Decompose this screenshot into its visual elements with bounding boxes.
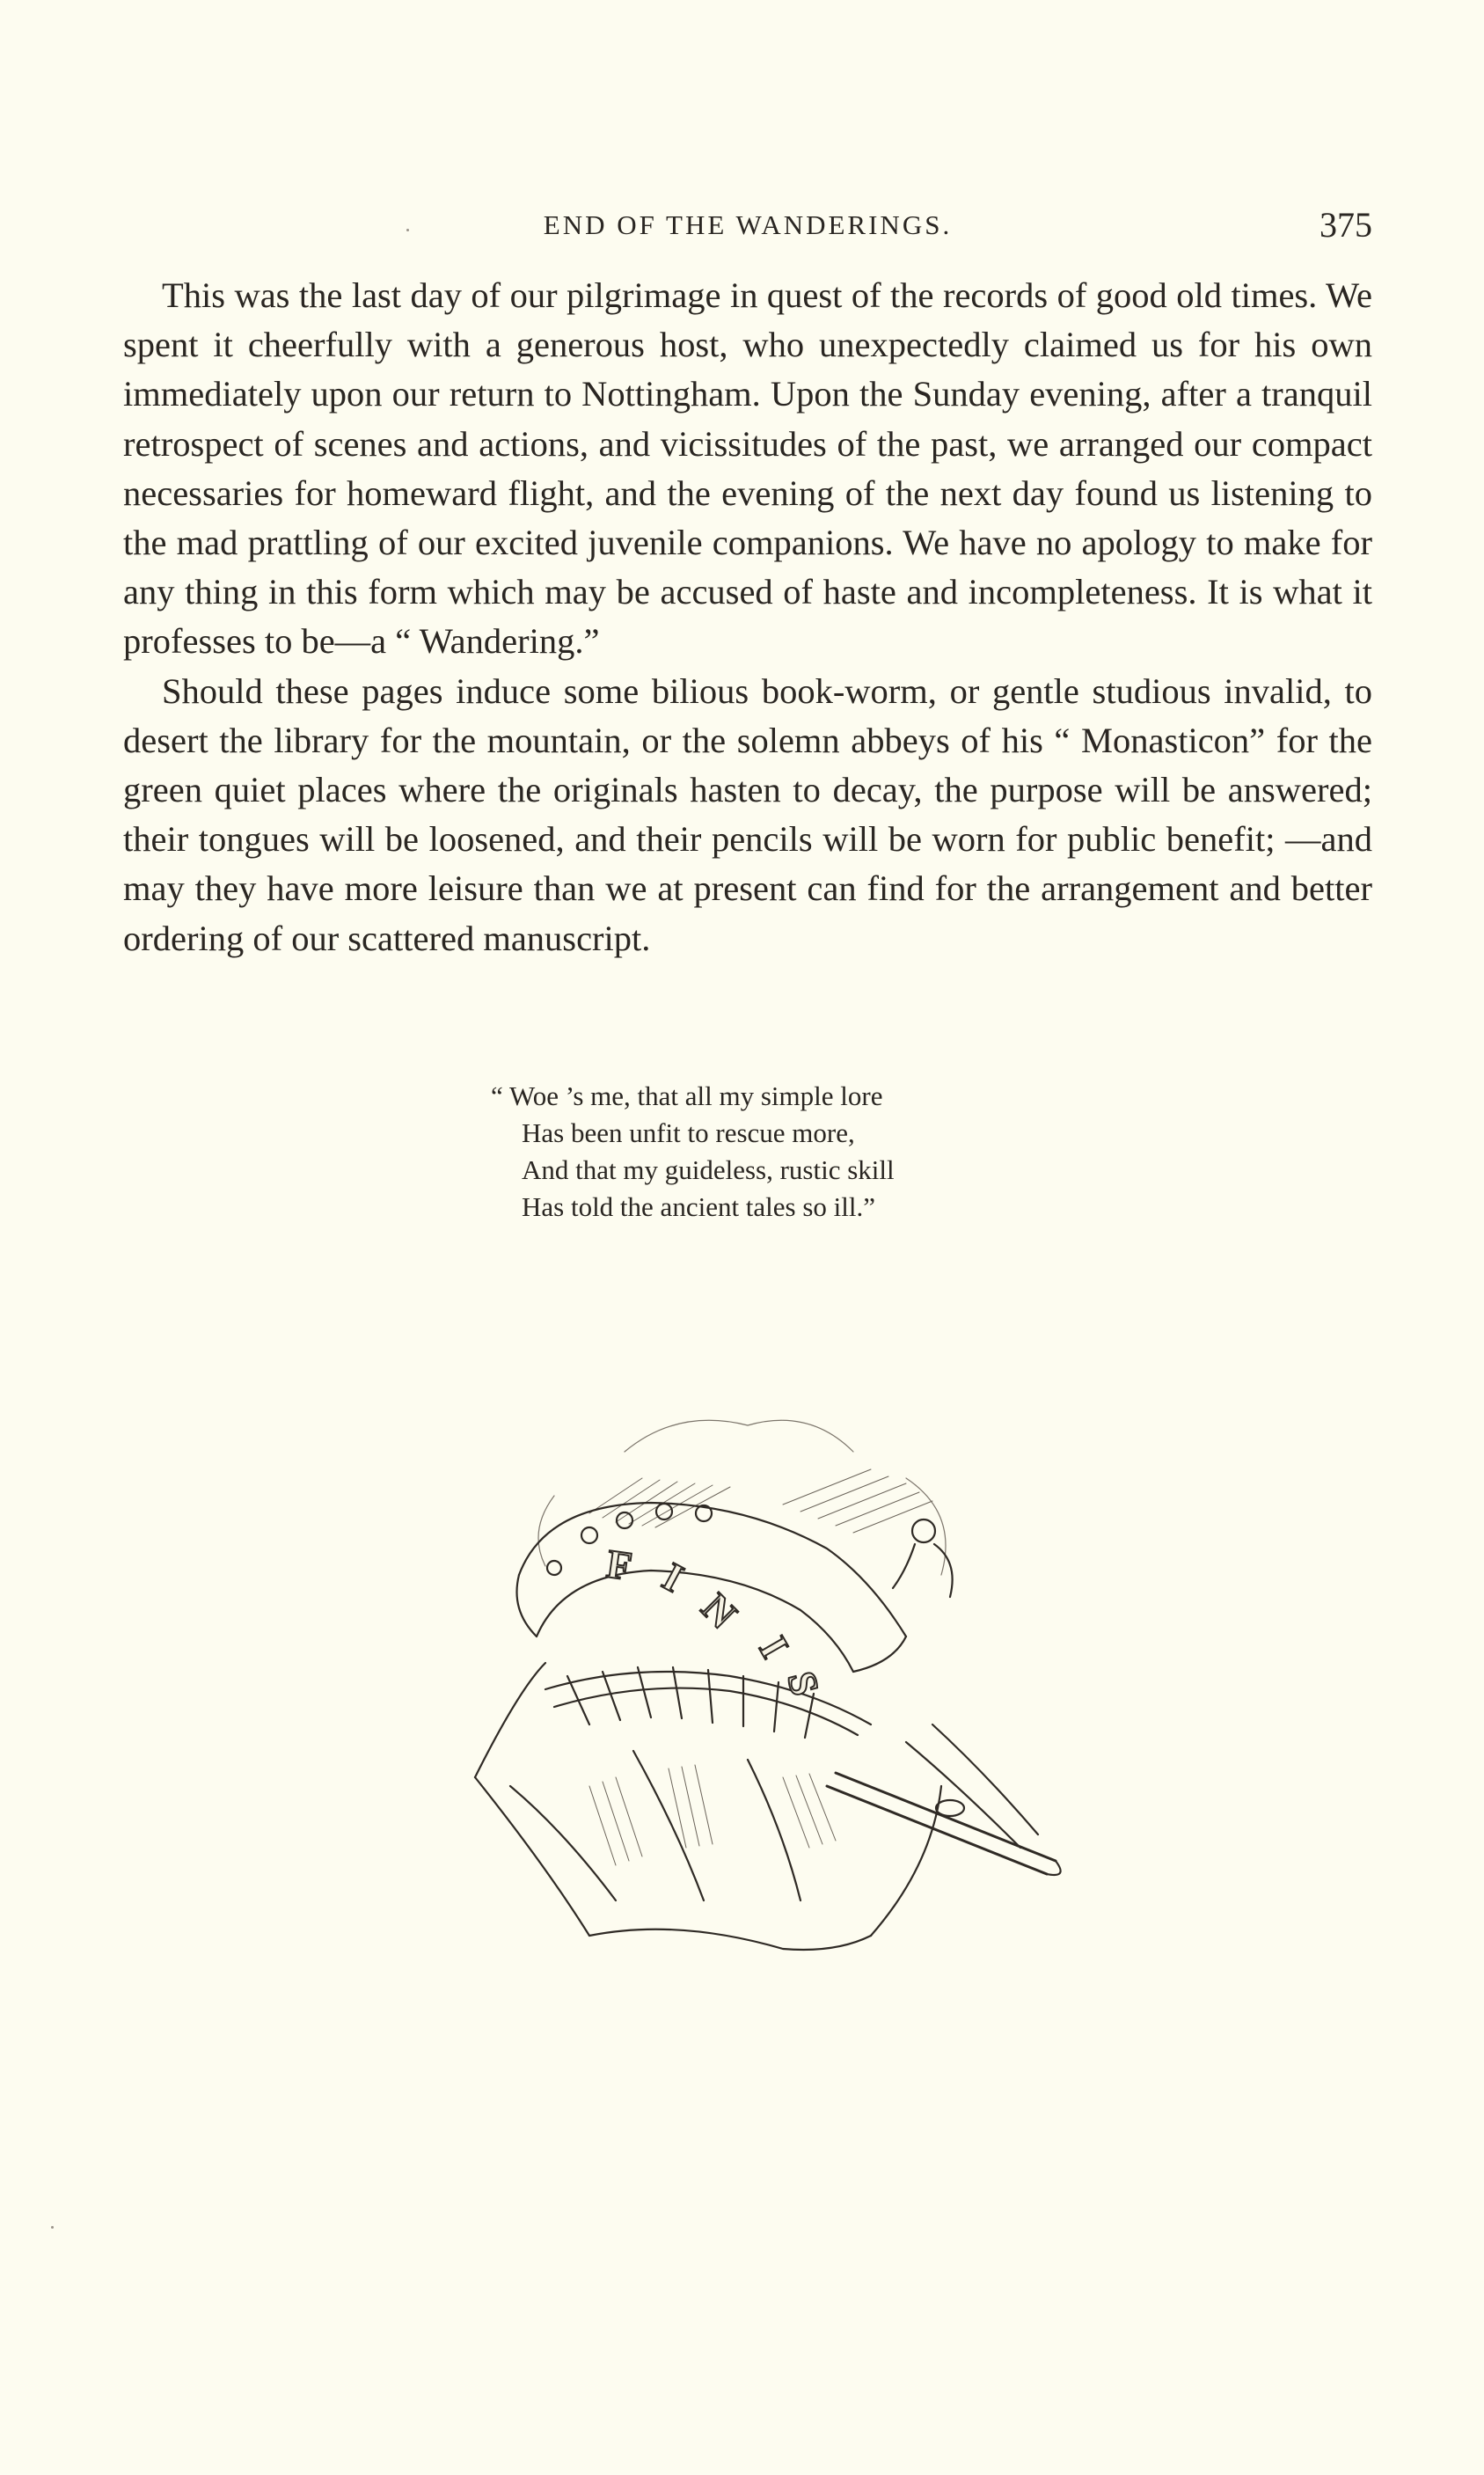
paper-speck xyxy=(406,229,409,231)
body-text xyxy=(123,271,1372,963)
finis-vignette xyxy=(413,1373,1100,1988)
paragraph-1: This was the last day of our pilgrimage in quest of the records of good old times. We spent it cheerfully with a generous host, who unexpectedly claimed us for his own immediately upon our return to Nottingham. Upon the Sunday evening, after a tranquil retrospect of scenes and actions, and vicissitudes of the past, we arranged our compact necessaries for homeward flight, and the evening of the next day found us listening to the mad prattling of our excited juvenile companions. We have no apology to make for any thing in this form which may be accused of haste and incompleteness. It is what it professes to be—a “ Wandering.” xyxy=(123,275,1372,662)
paragraph-2: Should these pages induce some bilious book-worm, or gentle studious invalid, to desert the library for the mountain, or the solemn abbeys of his “ Monasticon” for the green quiet places where the originals hasten to decay, the purpose will be answered; their tongues will be loosened, and their pencils will be worn for public benefit; —and may they have more leisure than we at present can find for the arrangement and better ordering of our scattered manuscript. xyxy=(123,670,1372,958)
finis-letter-f: F xyxy=(603,1541,635,1589)
finis-engraving xyxy=(413,1373,1100,1988)
epigraph-verse xyxy=(491,1078,1107,1226)
finis-letter-n: N xyxy=(692,1585,746,1637)
running-title: END OF THE WANDERINGS. xyxy=(543,209,953,240)
page-number: 375 xyxy=(1320,205,1372,245)
finis-letter-i: I xyxy=(655,1553,691,1601)
finis-letter-s: S xyxy=(779,1666,829,1701)
verse-line-3: And that my guideless, rustic skill xyxy=(522,1154,895,1185)
paper-speck xyxy=(51,2226,54,2229)
verse-line-2: Has been unfit to rescue more, xyxy=(522,1117,855,1148)
finis-letter-i2: I xyxy=(750,1629,798,1666)
verse-line-4: Has told the ancient tales so ill.” xyxy=(522,1191,876,1222)
verse-line-1: “ Woe ’s me, that all my simple lore xyxy=(491,1080,883,1111)
running-head xyxy=(123,201,1372,253)
